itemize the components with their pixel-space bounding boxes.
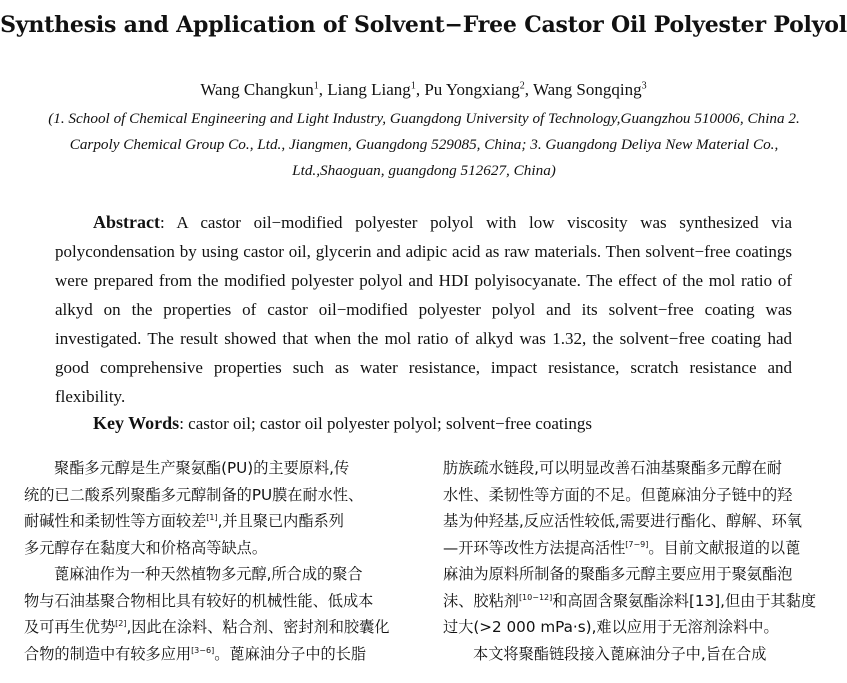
text-line: 统的已二酸系列聚酯多元醇制备的PU膜在耐水性、 — [24, 485, 364, 504]
text-line: 过大(>2 000 mPa·s),难以应用于无溶剂涂料中。 — [443, 618, 779, 637]
abstract-paragraph: Abstract: A castor oil−modified polyester polyol with low viscosity was synthesized via polycondensation by using castor oil, glycerin and adipic acid as raw materials. Then solvent−free coatings were prepared from the modified polyester polyol and HDI polyisocyanate. The effect of the mol ratio of alkyd on the properties of castor oil−modified polyester polyol and its solvent−free coating was investigated. The result showed that when the mol ratio of alkyd was 1.32, the solvent−free coating had good comprehensive properties such as water resistance, impact resistance, scratch resistance and flexibility. — [55, 212, 792, 406]
abstract-label: Abstract — [93, 212, 160, 232]
author: Pu Yongxiang$^2$, — [424, 80, 533, 99]
text-line: 多元醇存在黏度大和价格高等缺点。 — [24, 538, 267, 557]
text-line: 肪族疏水链段,可以明显改善石油基聚酯多元醇在耐 — [443, 459, 782, 478]
abstract-text: A castor oil−modified polyester polyol with low viscosity was synthesized via polycondensation by using castor oil, glycerin and adipic acid as raw materials. Then solvent−free coatings were prepared from the modified polyester polyol and HDI polyisocyanate. The effect of the mol ratio of alkyd on the properties of castor oil−modified polyester polyol and its solvent−free coating was investigated. The result showed that when the mol ratio of alkyd was 1.32, the solvent−free coating had good comprehensive properties such as water resistance, impact resistance, scratch resistance and flexibility. — [55, 213, 792, 406]
text-line: 物与石油基聚合物相比具有较好的机械性能、低成本 — [24, 591, 374, 610]
text-line: 合物的制造中有较多应用[3−6]。蓖麻油分子中的长脂 — [24, 644, 367, 663]
text-line: —开环等改性方法提高活性[7−9]。目前文献报道的以蓖 — [443, 538, 801, 557]
keywords-text: castor oil; castor oil polyester polyol; solvent−free coatings — [188, 414, 592, 433]
author-list — [0, 80, 847, 100]
text-line: 蓖麻油作为一种天然植物多元醇,所合成的聚合 — [54, 565, 363, 584]
affiliations: (1. School of Chemical Engineering and Light Industry, Guangdong University of Technology,Guangzhou 510006, China 2. Carpoly Chemical Group Co., Ltd., Jiangmen, Guangdong 529085, China; 3. Guangdong Deliya New Material Co., Ltd.,Shaoguan, guangdong 512627, China) — [48, 110, 800, 179]
author: Liang Liang$^1$, — [327, 80, 425, 99]
text-line: 沫、胶粘剂[10−12]和高固含聚氨酯涂料[13],但由于其黏度 — [443, 591, 817, 610]
paper-title: Synthesis and Application of Solvent−Free Castor Oil Polyester Polyol — [0, 12, 847, 38]
text-line: 水性、柔韧性等方面的不足。但蓖麻油分子链中的羟 — [443, 485, 793, 504]
author: Wang Songqing$^3$ — [532, 80, 647, 99]
body-column-left — [24, 452, 409, 664]
keywords-label: Key Words — [93, 413, 180, 433]
text-line: 基为仲羟基,反应活性较低,需要进行酯化、醇解、环氧 — [443, 512, 802, 531]
author: Wang Changkun$^1$, — [200, 80, 328, 99]
text-line: 本文将聚酯链段接入蓖麻油分子中,旨在合成 — [473, 644, 767, 663]
body-column-right — [443, 452, 828, 664]
text-line: 麻油为原料所制备的聚酯多元醇主要应用于聚氨酯泡 — [443, 565, 793, 584]
keywords-line: Key Words: castor oil; castor oil polyester polyol; solvent−free coatings — [93, 413, 592, 433]
text-line: 耐碱性和柔韧性等方面较差[1],并且聚已内酯系列 — [24, 512, 344, 531]
text-line: 聚酯多元醇是生产聚氨酯(PU)的主要原料,传 — [54, 459, 350, 478]
text-line: 及可再生优势[2],因此在涂料、粘合剂、密封剂和胶囊化 — [24, 618, 390, 637]
